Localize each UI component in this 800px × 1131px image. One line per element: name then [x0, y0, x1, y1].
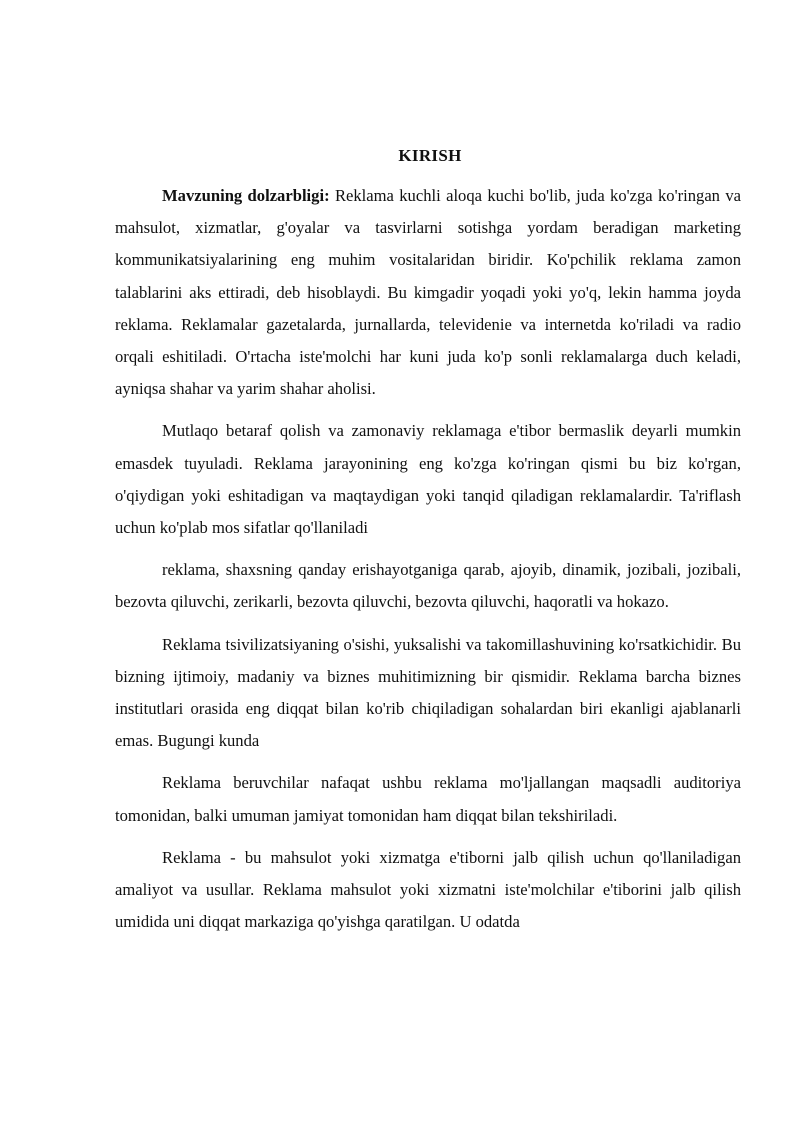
paragraph-relevance [115, 180, 741, 405]
paragraph-lead: Mavzuning dolzarbligi: [162, 186, 330, 205]
paragraph: Reklama - bu mahsulot yoki xizmatga e'tiborni jalb qilish uchun qo'llaniladigan amaliyot va usullar. Reklama mahsulot yoki xizmatni iste'molchilar e'tiborini jalb qilish umidida uni diqqat markaziga qo'yishga qaratilgan. U odatda [115, 847, 741, 932]
paragraph-text: Reklama kuchli aloqa kuchi bo'lib, juda ko'zga ko'ringan va mahsulot, xizmatlar, g'oyalar va tasvirlarni sotishga yordam beradigan marketing kommunikatsiyalarining eng muhim vositalaridan biridir. Ko'pchilik reklama zamon talablarini aks ettiradi, deb hisoblaydi. Bu kimgadir yoqadi yoki yo'q, lekin hamma joyda reklama. Reklamalar gazetalarda, jurnallarda, televidenie va internetda ko'riladi va radio orqali eshitiladi. O'rtacha iste'molchi har kuni juda ko'p sonli reklamalarga duch keladi, ayniqsa shahar va yarim shahar aholisi. [115, 186, 741, 399]
paragraph: reklama, shaxsning qanday erishayotganiga qarab, ajoyib, dinamik, jozibali, jozibali, bezovta qiluvchi, zerikarli, bezovta qiluvchi, bezovta qiluvchi, haqoratli va hokazo. [115, 560, 741, 612]
paragraph: Mutlaqo betaraf qolish va zamonaviy reklamaga e'tibor bermaslik deyarli mumkin emasdek tuyuladi. Reklama jarayonining eng ko'zga ko'ringan qismi bu biz ko'rgan, o'qiydigan yoki eshitadigan va maqtaydigan yoki tanqid qiladigan reklamalardir. Ta'riflash uchun ko'plab mos sifatlar qo'llaniladi [115, 421, 741, 538]
paragraph: Reklama tsivilizatsiyaning o'sishi, yuksalishi va takomillashuvining ko'rsatkichidir. Bu bizning ijtimoiy, madaniy va biznes muhitimizning bir qismidir. Reklama barcha biznes institutlari orasida eng diqqat bilan ko'rib chiqiladigan sohalardan biri ekanligi ajablanarli emas. Bugungi kunda [115, 634, 741, 751]
body-text [115, 180, 741, 948]
page-title: KIRISH [398, 146, 462, 165]
paragraph: Reklama beruvchilar nafaqat ushbu reklama mo'ljallangan maqsadli auditoriya tomonidan, balki umuman jamiyat tomonidan ham diqqat bilan tekshiriladi. [115, 773, 741, 825]
